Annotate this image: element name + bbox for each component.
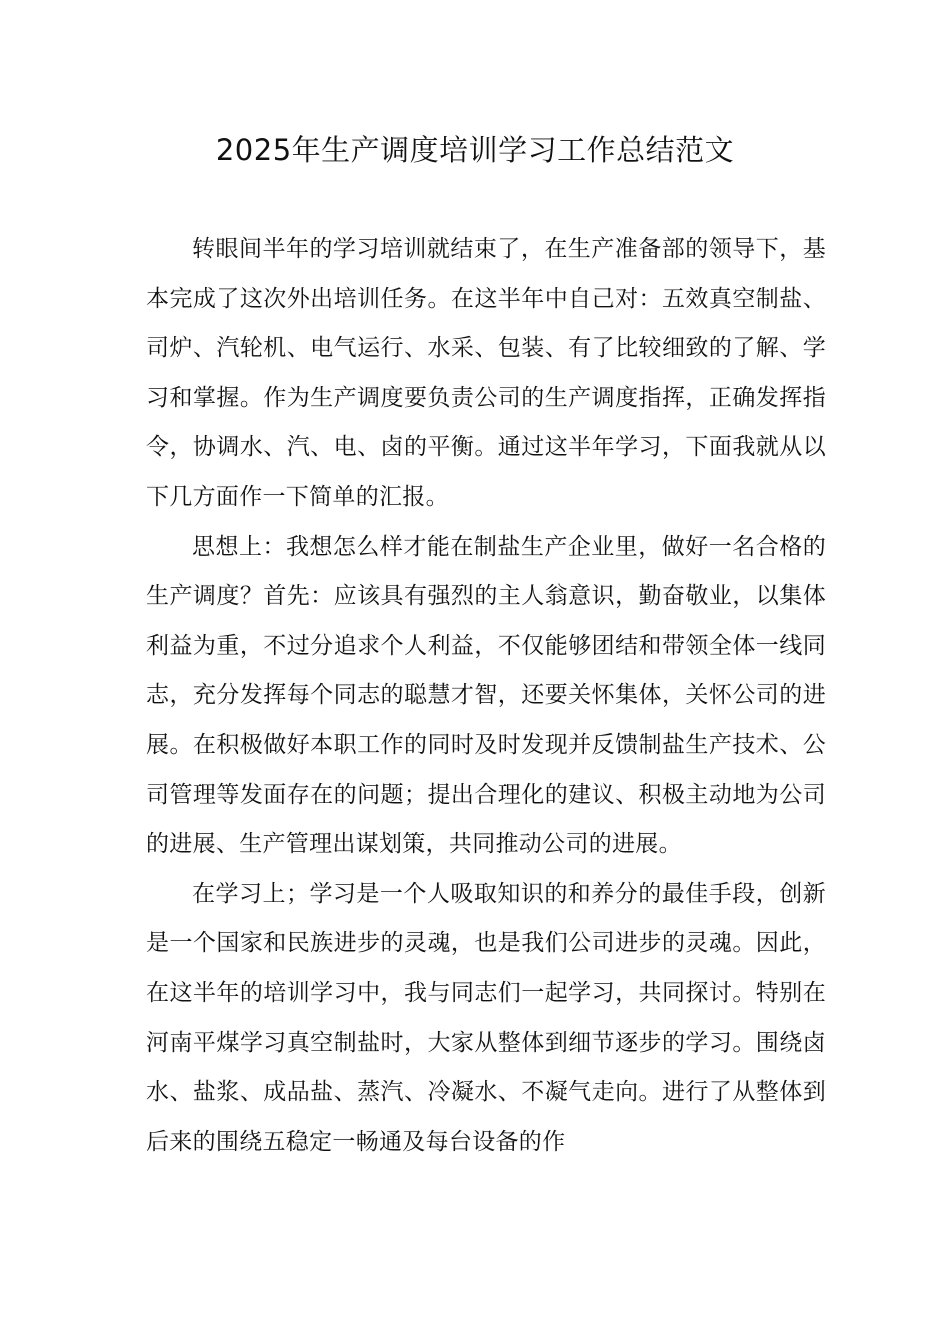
document-body	[146, 225, 826, 1167]
paragraph-intro: 转眼间半年的学习培训就结束了，在生产准备部的领导下，基本完成了这次外出培训任务。在这半年中自己对：五效真空制盐、司炉、汽轮机、电气运行、水采、包装、有了比较细致的了解、学习和掌握。作为生产调度要负责公司的生产调度指挥，正确发挥指令，协调水、汽、电、卤的平衡。通过这半年学习，下面我就从以下几方面作一下简单的汇报。	[146, 236, 826, 510]
paragraph-thinking: 思想上：我想怎么样才能在制盐生产企业里，做好一名合格的生产调度？首先：应该具有强烈的主人翁意识，勤奋敬业，以集体利益为重，不过分追求个人利益，不仅能够团结和带领全体一线同志，充分发挥每个同志的聪慧才智，还要关怀集体，关怀公司的进展。在积极做好本职工作的同时及时发现并反馈制盐生产技术、公司管理等发面存在的问题；提出合理化的建议、积极主动地为公司的进展、生产管理出谋划策，共同推动公司的进展。	[146, 533, 826, 858]
document-title: 2025年生产调度培训学习工作总结范文	[215, 133, 735, 167]
paragraph-learning: 在学习上；学习是一个人吸取知识的和养分的最佳手段，创新是一个国家和民族进步的灵魂，也是我们公司进步的灵魂。因此，在这半年的培训学习中，我与同志们一起学习，共同探讨。特别在河南平煤学习真空制盐时，大家从整体到细节逐步的学习。围绕卤水、盐浆、成品盐、蒸汽、冷凝水、不凝气走向。进行了从整体到后来的围绕五稳定一畅通及每台设备的作	[146, 880, 826, 1155]
